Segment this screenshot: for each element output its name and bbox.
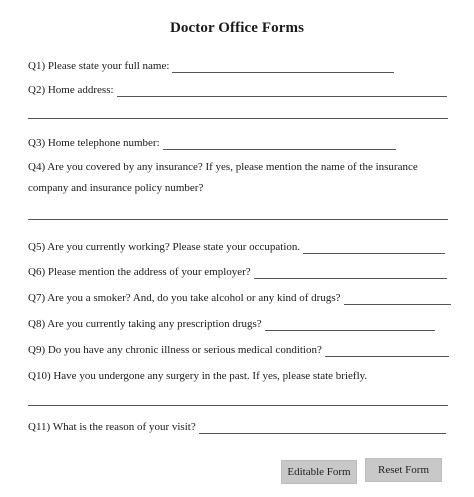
smoker-alcohol-field[interactable] bbox=[344, 294, 451, 305]
question-chronic-illness bbox=[28, 344, 449, 357]
question-occupation bbox=[28, 241, 445, 254]
question-label: Q1) Please state your full name: bbox=[28, 60, 170, 72]
question-smoker-alcohol bbox=[28, 292, 451, 305]
prescription-drugs-field[interactable] bbox=[265, 320, 435, 331]
full-name-field[interactable] bbox=[172, 62, 394, 73]
question-insurance-line-2: company and insurance policy number? bbox=[28, 182, 204, 194]
question-prescription-drugs bbox=[28, 318, 435, 331]
editable-form-button[interactable]: Editable Form bbox=[281, 460, 357, 484]
occupation-field[interactable] bbox=[303, 243, 445, 254]
question-full-name bbox=[28, 60, 394, 73]
employer-address-field[interactable] bbox=[254, 268, 447, 279]
surgery-field[interactable] bbox=[28, 405, 448, 406]
page-title: Doctor Office Forms bbox=[169, 20, 305, 36]
question-label: Q7) Are you a smoker? And, do you take alcohol or any kind of drugs? bbox=[28, 292, 341, 304]
visit-reason-field[interactable] bbox=[199, 423, 446, 434]
question-visit-reason bbox=[28, 421, 446, 434]
question-employer-address bbox=[28, 266, 447, 279]
question-insurance-line-1: Q4) Are you covered by any insurance? If yes, please mention the name of the insurance bbox=[28, 161, 418, 173]
question-home-address bbox=[28, 84, 447, 97]
home-telephone-field[interactable] bbox=[163, 139, 396, 150]
question-label: Q5) Are you currently working? Please state your occupation. bbox=[28, 241, 301, 253]
home-address-field-line-2[interactable] bbox=[28, 118, 448, 119]
chronic-illness-field[interactable] bbox=[325, 346, 449, 357]
question-label: Q2) Home address: bbox=[28, 84, 114, 96]
question-label: Q3) Home telephone number: bbox=[28, 137, 160, 149]
question-label: Q9) Do you have any chronic illness or serious medical condition? bbox=[28, 344, 322, 356]
question-label: Q11) What is the reason of your visit? bbox=[28, 421, 196, 433]
question-home-telephone bbox=[28, 137, 396, 150]
question-label: Q6) Please mention the address of your employer? bbox=[28, 266, 251, 278]
home-address-field[interactable] bbox=[117, 86, 447, 97]
question-label: Q8) Are you currently taking any prescription drugs? bbox=[28, 318, 262, 330]
question-surgery: Q10) Have you undergone any surgery in the past. If yes, please state briefly. bbox=[28, 370, 368, 382]
reset-form-button[interactable]: Reset Form bbox=[365, 458, 442, 482]
insurance-field[interactable] bbox=[28, 219, 448, 220]
